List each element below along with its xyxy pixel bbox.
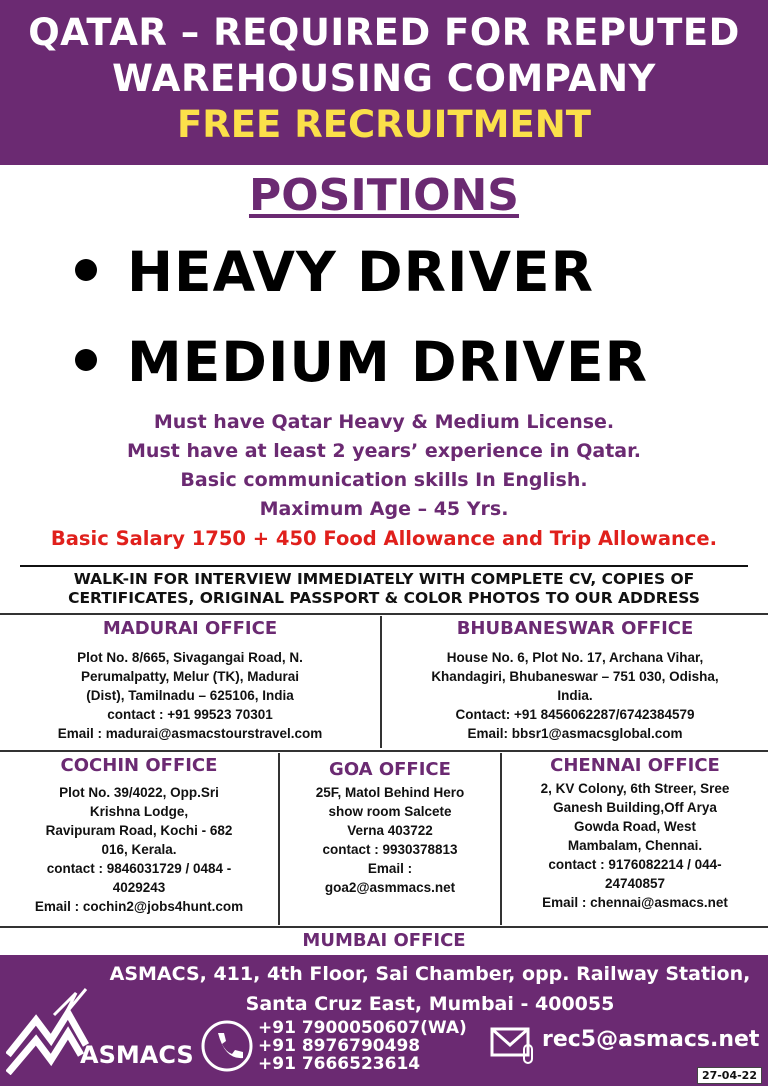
line: Email : cochin2@jobs4hunt.com bbox=[34, 899, 244, 914]
requirement: Basic communication skills In English. bbox=[180, 469, 588, 491]
line: contact : 9846031729 / 0484 - bbox=[46, 861, 232, 876]
footer bbox=[0, 955, 768, 1086]
office-title: CHENNAI OFFICE bbox=[550, 755, 720, 776]
line: 24740857 bbox=[604, 876, 666, 891]
mumbai-address bbox=[95, 959, 765, 1019]
line: goa2@asmmacs.net bbox=[324, 880, 456, 895]
header-banner bbox=[0, 0, 768, 165]
line: Contact: +91 8456062287/6742384579 bbox=[455, 707, 695, 722]
chennai-office bbox=[502, 753, 768, 925]
line: Perumalpatty, Melur (TK), Madurai bbox=[80, 669, 300, 684]
cochin-office bbox=[0, 753, 280, 925]
line: Khandagiri, Bhubaneswar – 751 030, Odisha, bbox=[431, 669, 719, 684]
line: Gowda Road, West bbox=[573, 819, 696, 834]
line: Ravipuram Road, Kochi - 682 bbox=[45, 823, 233, 838]
mumbai-office-title: MUMBAI OFFICE bbox=[302, 930, 466, 951]
footer-email: rec5@asmacs.net bbox=[542, 1027, 760, 1052]
line: Email : chennai@asmacs.net bbox=[542, 895, 728, 910]
line: India. bbox=[557, 688, 593, 703]
position-item bbox=[75, 240, 594, 304]
line: Plot No. 39/4022, Opp.Sri bbox=[59, 785, 219, 800]
divider bbox=[20, 565, 748, 567]
line: Santa Cruz East, Mumbai - 400055 bbox=[245, 993, 615, 1015]
line: 016, Kerala. bbox=[101, 842, 177, 857]
phone-numbers bbox=[258, 1019, 467, 1073]
bullet-icon bbox=[75, 349, 97, 371]
divider bbox=[0, 613, 768, 615]
office-address bbox=[502, 779, 768, 912]
header-title-line1: QATAR – REQUIRED FOR REPUTED bbox=[28, 11, 740, 54]
divider bbox=[0, 750, 768, 752]
line: Email : madurai@asmacstourstravel.com bbox=[57, 726, 323, 741]
salary: Basic Salary 1750 + 450 Food Allowance and Trip Allowance. bbox=[50, 527, 718, 550]
line: Mambalam, Chennai. bbox=[567, 838, 703, 853]
office-address bbox=[382, 648, 768, 743]
line: Ganesh Building,Off Arya bbox=[553, 800, 717, 815]
office-address bbox=[280, 783, 500, 897]
header-title-line2: WAREHOUSING COMPANY bbox=[112, 57, 656, 100]
line: Email: bbsr1@asmacsglobal.com bbox=[467, 726, 683, 741]
line: contact : 9176082214 / 044- bbox=[548, 857, 722, 872]
line: House No. 6, Plot No. 17, Archana Vihar, bbox=[446, 650, 704, 665]
line: Krishna Lodge, bbox=[89, 804, 189, 819]
line: Email : bbox=[367, 861, 413, 876]
office-title: COCHIN OFFICE bbox=[60, 755, 218, 776]
walkin-line: CERTIFICATES, ORIGINAL PASSPORT & COLOR PHOTOS TO OUR ADDRESS bbox=[68, 589, 700, 607]
goa-office bbox=[280, 753, 502, 925]
phone: +91 8976790498 bbox=[258, 1036, 421, 1056]
line: Plot No. 8/665, Sivagangai Road, N. bbox=[77, 650, 303, 665]
office-title: MADURAI OFFICE bbox=[102, 618, 278, 639]
bullet-icon bbox=[75, 259, 97, 281]
logo-text: ASMACS bbox=[80, 1041, 194, 1069]
position-label: HEAVY DRIVER bbox=[127, 240, 594, 304]
office-title: GOA OFFICE bbox=[329, 759, 451, 780]
requirement: Must have at least 2 years’ experience in Qatar. bbox=[127, 440, 641, 462]
position-label: MEDIUM DRIVER bbox=[127, 330, 648, 394]
line: contact : +91 99523 70301 bbox=[107, 707, 273, 722]
madurai-office bbox=[0, 616, 382, 748]
phone-icon bbox=[200, 1019, 254, 1073]
walkin-notice bbox=[0, 570, 768, 608]
line: show room Salcete bbox=[328, 804, 452, 819]
line: 4029243 bbox=[112, 880, 166, 895]
positions-heading bbox=[0, 170, 768, 221]
requirement: Maximum Age – 45 Yrs. bbox=[259, 498, 509, 520]
office-address bbox=[0, 783, 278, 916]
position-item bbox=[75, 330, 648, 394]
phone: +91 7900050607(WA) bbox=[258, 1018, 467, 1038]
requirements bbox=[0, 408, 768, 553]
line: (Dist), Tamilnadu – 625106, India bbox=[86, 688, 294, 703]
office-title: BHUBANESWAR OFFICE bbox=[456, 618, 694, 639]
email-icon bbox=[490, 1025, 538, 1067]
date-stamp: 27-04-22 bbox=[697, 1067, 762, 1084]
office-address bbox=[0, 648, 380, 743]
positions-title: POSITIONS bbox=[248, 170, 519, 221]
line: contact : 9930378813 bbox=[322, 842, 458, 857]
line: Verna 403722 bbox=[347, 823, 433, 838]
phone: +91 7666523614 bbox=[258, 1054, 421, 1074]
requirement: Must have Qatar Heavy & Medium License. bbox=[153, 411, 615, 433]
free-recruitment: FREE RECRUITMENT bbox=[177, 103, 591, 146]
line: ASMACS, 411, 4th Floor, Sai Chamber, opp. Railway Station, bbox=[109, 963, 751, 985]
bhubaneswar-office bbox=[382, 616, 768, 748]
line: 2, KV Colony, 6th Streer, Sree bbox=[540, 781, 730, 796]
line: 25F, Matol Behind Hero bbox=[315, 785, 465, 800]
walkin-line: WALK-IN FOR INTERVIEW IMMEDIATELY WITH COMPLETE CV, COPIES OF bbox=[73, 570, 695, 588]
divider bbox=[0, 926, 768, 928]
